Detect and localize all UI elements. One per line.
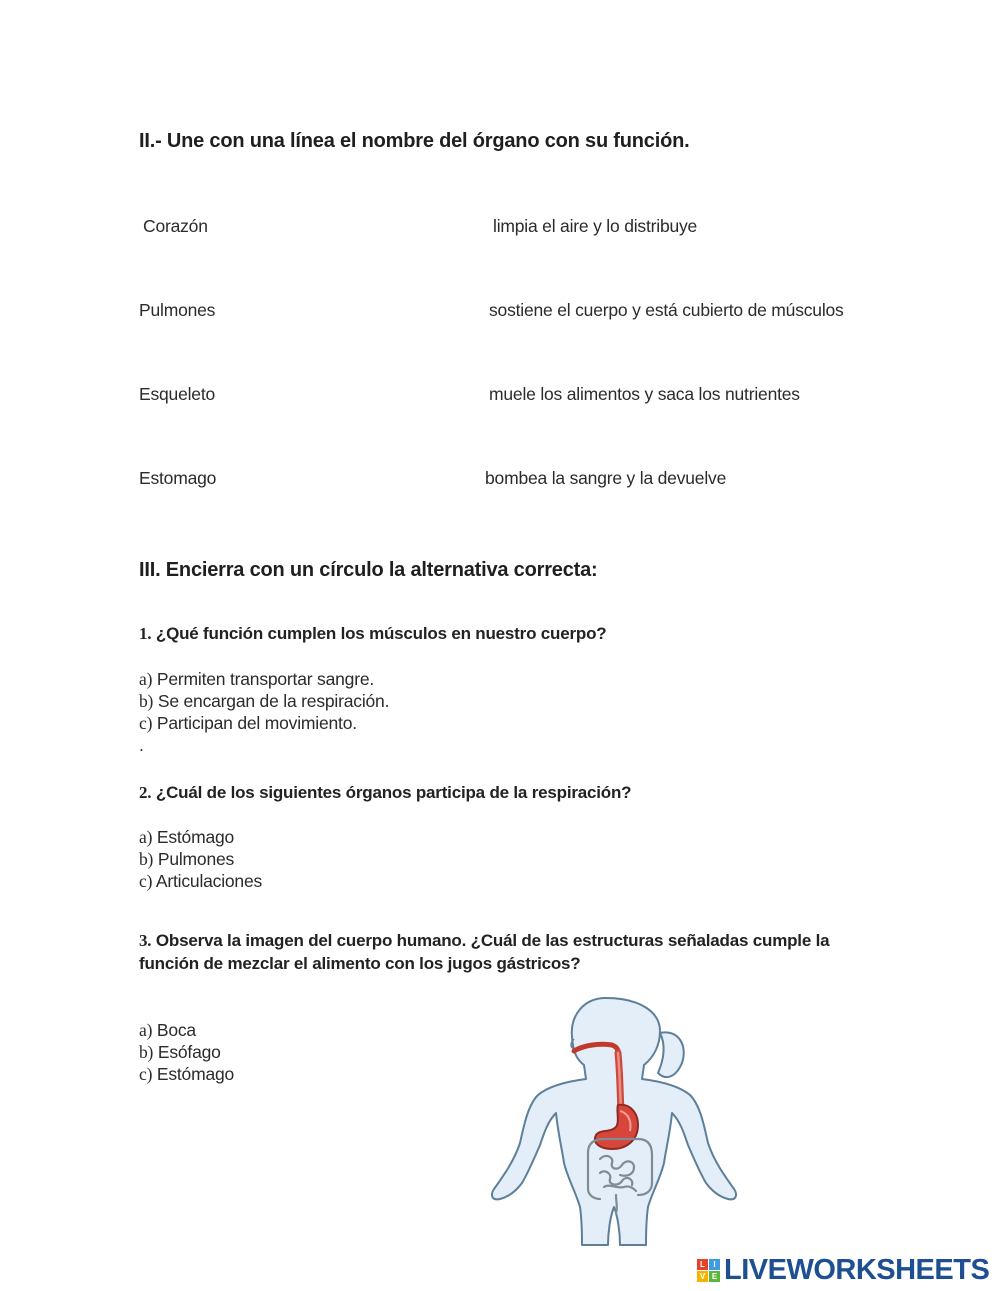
question-2-number: 2. bbox=[139, 783, 152, 802]
q3-option-b[interactable] bbox=[139, 1042, 221, 1063]
logo-tile-i: I bbox=[709, 1259, 720, 1270]
option-text: Pulmones bbox=[157, 849, 235, 869]
q1-trailing-dot: . bbox=[139, 735, 144, 755]
section-3-title: III. Encierra con un círculo la alternativa correcta: bbox=[139, 559, 598, 581]
q1-option-b[interactable] bbox=[139, 691, 389, 712]
brand-name: LIVEWORKSHEETS bbox=[724, 1254, 990, 1286]
q2-option-a[interactable] bbox=[139, 827, 234, 848]
q3-option-c[interactable] bbox=[139, 1064, 234, 1085]
option-letter: b) bbox=[139, 691, 154, 711]
function-limpia-aire[interactable]: limpia el aire y lo distribuye bbox=[493, 216, 698, 236]
question-3-text-line-1: Observa la imagen del cuerpo humano. ¿Cuál de las estructuras señaladas cumple la bbox=[155, 931, 830, 950]
q2-option-b[interactable] bbox=[139, 849, 234, 870]
logo-tiles-icon bbox=[697, 1259, 720, 1282]
q1-option-c[interactable] bbox=[139, 713, 357, 734]
option-letter: a) bbox=[139, 827, 153, 847]
human-digestive-system-illustration bbox=[488, 993, 744, 1251]
body-silhouette bbox=[492, 998, 736, 1245]
option-text: Esófago bbox=[157, 1042, 221, 1062]
question-3-line-1 bbox=[139, 931, 829, 951]
organ-pulmones[interactable]: Pulmones bbox=[139, 300, 216, 320]
liveworksheets-logo[interactable] bbox=[697, 1254, 989, 1287]
q2-option-c[interactable] bbox=[139, 871, 262, 892]
organ-esqueleto[interactable]: Esqueleto bbox=[139, 384, 216, 404]
question-1-number: 1. bbox=[139, 624, 152, 643]
option-letter: c) bbox=[139, 713, 153, 733]
function-sostiene-cuerpo[interactable]: sostiene el cuerpo y está cubierto de músculos bbox=[489, 300, 844, 320]
question-2-text: ¿Cuál de los siguientes órganos participa de la respiración? bbox=[155, 783, 632, 802]
function-bombea-sangre[interactable]: bombea la sangre y la devuelve bbox=[485, 468, 727, 488]
q1-option-a[interactable] bbox=[139, 669, 374, 690]
question-1-text: ¿Qué función cumplen los músculos en nuestro cuerpo? bbox=[155, 624, 607, 643]
logo-tile-l: L bbox=[697, 1259, 708, 1270]
option-text: Estómago bbox=[156, 1064, 235, 1084]
option-text: Boca bbox=[156, 1020, 196, 1040]
q3-option-a[interactable] bbox=[139, 1020, 196, 1041]
logo-tile-e: E bbox=[709, 1271, 720, 1282]
option-letter: b) bbox=[139, 1042, 154, 1062]
option-letter: c) bbox=[139, 1064, 153, 1084]
option-letter: a) bbox=[139, 1020, 153, 1040]
option-text: Permiten transportar sangre. bbox=[156, 669, 375, 689]
option-letter: a) bbox=[139, 669, 153, 689]
logo-tile-v: V bbox=[697, 1271, 708, 1282]
option-text: Articulaciones bbox=[155, 871, 263, 891]
function-muele-alimentos[interactable]: muele los alimentos y saca los nutrientes bbox=[489, 384, 800, 404]
question-2 bbox=[139, 783, 631, 803]
option-letter: c) bbox=[139, 871, 153, 891]
organ-corazon[interactable]: Corazón bbox=[143, 216, 208, 236]
option-text: Estómago bbox=[156, 827, 235, 847]
question-1 bbox=[139, 624, 606, 644]
option-text: Participan del movimiento. bbox=[156, 713, 357, 733]
section-2-title: II.- Une con una línea el nombre del órgano con su función. bbox=[139, 130, 690, 152]
question-3-text-line-2: función de mezclar el alimento con los jugos gástricos? bbox=[139, 954, 581, 973]
organ-estomago[interactable]: Estomago bbox=[139, 468, 217, 488]
option-text: Se encargan de la respiración. bbox=[157, 691, 390, 711]
question-3-number: 3. bbox=[139, 931, 152, 950]
option-letter: b) bbox=[139, 849, 154, 869]
